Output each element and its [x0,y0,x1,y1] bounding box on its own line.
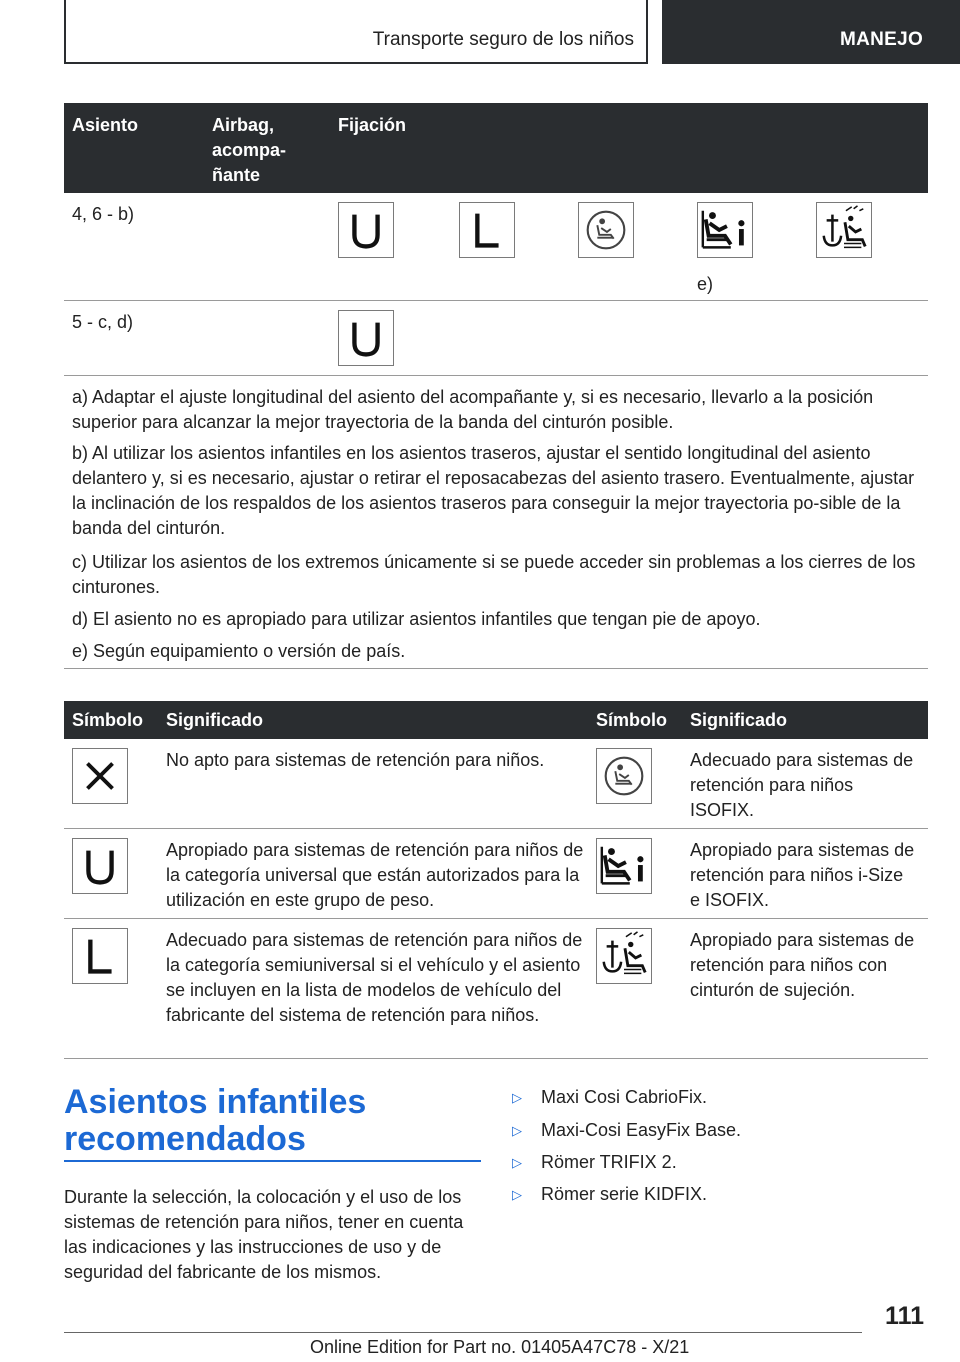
header-title-box [64,0,648,64]
symbol-meaning: Apropiado para sistemas de retención para niños i-Size e ISOFIX. [690,840,915,910]
seat-table-header [64,103,928,193]
triangle-bullet-icon: ▷ [512,1123,522,1138]
isofix-icon [578,202,634,258]
symbol-meaning: Adecuado para sistemas de retención para niños de la categoría semiuniversal si el vehículo y el asiento se incluyen en la lista de modelos de vehículo del fabricante del sistema de retención para niños. [166,930,583,1025]
universal-u-icon [338,202,394,258]
row-divider [64,300,928,301]
row-divider [64,375,928,376]
footnote-a: a) Adaptar el ajuste longitudinal del asiento del acompañante y, si es necesario, llevarlo a la posición superior para alcanzar la mejor trayectoria de la banda del cinturón posible. [72,387,874,432]
col-significado: Significado [690,710,788,730]
seat-label: 5 - c, d) [72,312,134,332]
section-rule [64,1160,481,1162]
row-divider [64,828,928,829]
tether-icon [816,202,872,258]
tether-icon [596,928,652,984]
col-asiento: Asiento [72,115,139,135]
symbol-meaning: Adecuado para sistemas de retención para niños ISOFIX. [690,750,914,820]
header-section-box [662,0,960,64]
universal-u-icon [338,310,394,366]
symbol-meaning: Apropiado para sistemas de retención para niños con cinturón de sujeción. [690,930,915,1000]
icon-footnote: e) [697,274,714,294]
universal-u-icon [72,838,128,894]
col-airbag: Airbag, acompa- ñante [212,115,287,185]
footnote-e: e) Según equipamiento o versión de país. [72,641,406,661]
semi-universal-l-icon [72,928,128,984]
footer-rule [64,1332,862,1333]
col-simbolo: Símbolo [596,710,667,730]
isofix-icon [596,748,652,804]
symbol-meaning: No apto para sistemas de retención para niños. [166,750,545,770]
col-simbolo: Símbolo [72,710,143,730]
symbol-table-header [64,701,928,739]
section-title: Asientos infantiles recomendados [64,1083,367,1158]
footnote-c: c) Utilizar los asientos de los extremos únicamente si se puede acceder sin problemas a los cierres de los cinturones. [72,552,916,597]
col-fijacion: Fijación [338,115,407,135]
header-title: Transporte seguro de los niños [372,29,634,50]
footnote-b: b) Al utilizar los asientos infantiles en los asientos traseros, ajustar el sentido longitudinal del asiento delantero y, si es necesario, ajustar o retirar el reposacabezas del asiento trasero. Eventualmente, ajustar la inclinación de los respaldos de los asientos traseros para conseguir la mejor trayectoria po-sible de la banda del cinturón. [72,443,915,538]
symbol-meaning: Apropiado para sistemas de retención para niños de la categoría universal que están autorizados para la utilización en este grupo de peso. [166,840,584,910]
notes-divider [64,668,928,669]
row-divider [64,1058,928,1059]
triangle-bullet-icon: ▷ [512,1155,522,1170]
footer-edition: Online Edition for Part no. 01405A47C78 - X/21 [310,1337,690,1357]
isize-icon [596,838,652,894]
page-number: 111 [885,1302,924,1330]
section-body: Durante la selección, la colocación y el uso de los sistemas de retención para niños, tener en cuenta las indicaciones y las instrucciones de uso y de seguridad del fabricante de los mismos. [64,1187,464,1282]
col-significado: Significado [166,710,264,730]
isize-icon [697,202,753,258]
semi-universal-l-icon [459,202,515,258]
cross-icon [72,748,128,804]
triangle-bullet-icon: ▷ [512,1187,522,1202]
footnote-d: d) El asiento no es apropiado para utilizar asientos infantiles que tengan pie de apoyo. [72,609,761,629]
header-section: MANEJO [840,29,924,50]
triangle-bullet-icon: ▷ [512,1090,522,1105]
seat-label: 4, 6 - b) [72,204,135,224]
row-divider [64,918,928,919]
